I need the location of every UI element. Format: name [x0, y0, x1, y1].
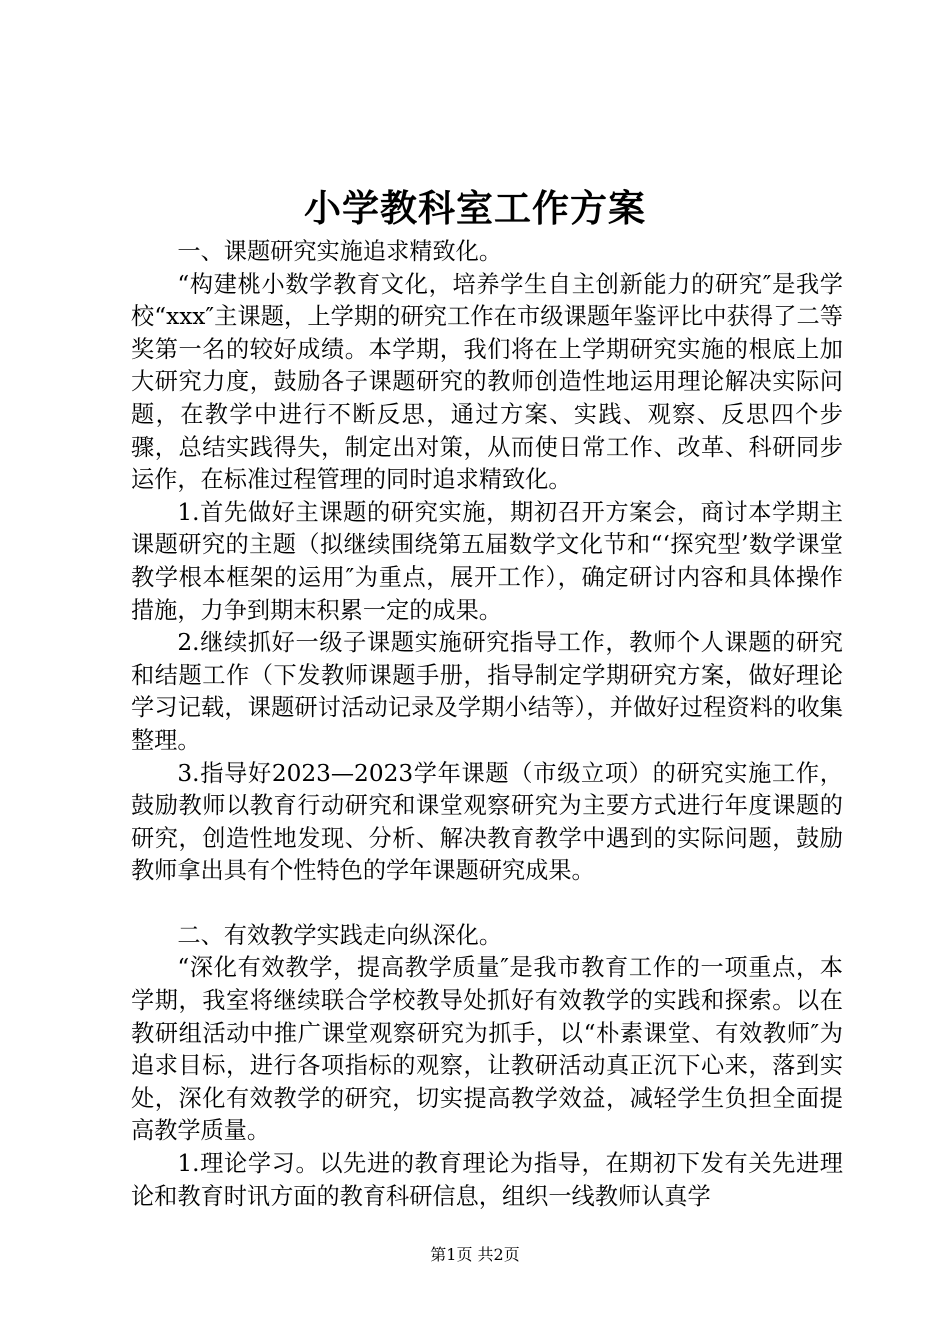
section-heading-2: 二、有效教学实践走向纵深化。	[177, 921, 503, 949]
paragraph-effective-teaching: “深化有效教学，提高教学质量″是我市教育工作的一项重点，本学期，我室将继续联合学校教导处抓好有效教学的实践和探索。以在教研组活动中推广课堂观察研究为抓手，以“朴素课堂、有效教师″为追求目标，进行各项指标的观察，让教研活动真正沉下心来，落到实处，深化有效教学的研究，切实提高教学效益，减轻学生负担全面提高教学质量。	[131, 954, 843, 1145]
list-item-theory-study: 1.理论学习。以先进的教育理论为指导，在期初下发有关先进理论和教育时讯方面的教育科研信息，组织一线教师认真学	[131, 1150, 843, 1210]
list-item-2: 2.继续抓好一级子课题实施研究指导工作，教师个人课题的研究和结题工作（下发教师课题手册，指导制定学期研究方案，做好理论学习记载，课题研讨活动记录及学期小结等），并做好过程资料的收集整理。	[131, 629, 843, 754]
document-title: 小学教科室工作方案	[304, 186, 646, 230]
paragraph-main-topic: “构建桃小数学教育文化，培养学生自主创新能力的研究″是我学校“xxx″主课题，上学期的研究工作在市级课题年鉴评比中获得了二等奖第一名的较好成绩。本学期，我们将在上学期研究实施的根底上加大研究力度，鼓励各子课题研究的教师创造性地运用理论解决实际问题，在教学中进行不断反思，通过方案、实践、观察、反思四个步骤，总结实践得失，制定出对策，从而使日常工作、改革、科研同步运作，在标准过程管理的同时追求精致化。	[131, 270, 843, 494]
list-item-3: 3.指导好2023—2023学年课题（市级立项）的研究实施工作，鼓励教师以教育行动研究和课堂观察研究为主要方式进行年度课题的研究，创造性地发现、分析、解决教育教学中遇到的实际问题，鼓励教师拿出具有个性特色的学年课题研究成果。	[131, 759, 843, 885]
page-number-footer: 第1页 共2页	[430, 1245, 520, 1264]
list-item-1: 1.首先做好主课题的研究实施，期初召开方案会，商讨本学期主课题研究的主题（拟继续围绕第五届数学文化节和“‘探究型’数学课堂教学根本框架的运用″为重点，展开工作），确定研讨内容和具体操作措施，力争到期末积累一定的成果。	[131, 498, 843, 624]
section-heading-1: 一、课题研究实施追求精致化。	[177, 238, 503, 265]
document-body	[131, 236, 843, 1213]
